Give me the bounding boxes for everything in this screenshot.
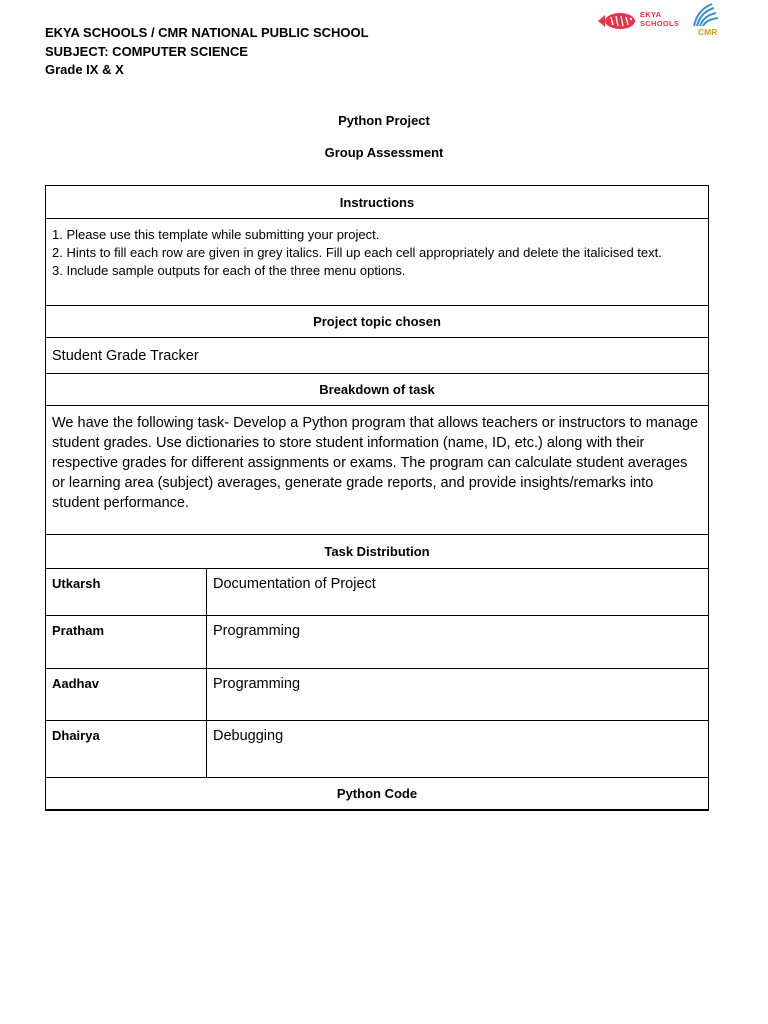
instructions-row xyxy=(46,219,709,306)
document-title: Python Project xyxy=(338,113,430,128)
task-distribution-heading: Task Distribution xyxy=(46,535,709,569)
breakdown-cell[interactable]: We have the following task- Develop a Python program that allows teachers or instructors to manage student grades. Use dictionaries to store student information (name, ID, etc.) along with their respective grades for different assignments or exams. The program can calculate student averages or learning area (subject) averages, generate grade reports, and provide insights/remarks into student performance. xyxy=(46,406,709,535)
member-name-cell[interactable]: Dhairya xyxy=(46,721,207,778)
ekya-logo xyxy=(596,8,678,34)
topic-row xyxy=(46,338,709,374)
instruction-item: 2. Hints to fill each row are given in grey italics. Fill up each cell appropriately and delete the italicised text. xyxy=(52,245,662,260)
ekya-logo-subtext: SCHOOLS xyxy=(640,19,680,28)
breakdown-row xyxy=(46,406,709,535)
instructions-heading: Instructions xyxy=(46,186,709,219)
breakdown-heading: Breakdown of task xyxy=(46,374,709,406)
grade-line: Grade IX & X xyxy=(45,62,124,77)
school-header xyxy=(45,24,369,80)
cmr-logo xyxy=(688,2,722,40)
task-row xyxy=(46,669,709,721)
instruction-item: 3. Include sample outputs for each of the three menu options. xyxy=(52,263,406,278)
instructions-cell[interactable] xyxy=(46,219,709,306)
document-subtitle: Group Assessment xyxy=(324,145,444,160)
member-task-cell[interactable]: Programming xyxy=(207,669,709,721)
member-name-cell[interactable]: Utkarsh xyxy=(46,569,207,616)
instructions-heading-row xyxy=(46,186,709,219)
member-task-cell[interactable]: Documentation of Project xyxy=(207,569,709,616)
member-name-cell[interactable]: Aadhav xyxy=(46,669,207,721)
breakdown-heading-row xyxy=(46,374,709,406)
member-task-cell[interactable]: Debugging xyxy=(207,721,709,778)
topic-heading-row xyxy=(46,306,709,338)
cmr-logo-text: CMR xyxy=(698,27,718,37)
project-form-table xyxy=(45,185,709,811)
topic-heading: Project topic chosen xyxy=(46,306,709,338)
task-row xyxy=(46,569,709,616)
topic-cell[interactable]: Student Grade Tracker xyxy=(46,338,709,374)
task-heading-row xyxy=(46,535,709,569)
ekya-logo-text: EKYA xyxy=(640,10,662,19)
python-code-heading: Python Code xyxy=(46,778,709,810)
school-name: EKYA SCHOOLS / CMR NATIONAL PUBLIC SCHOOL xyxy=(45,25,369,40)
task-row xyxy=(46,721,709,778)
member-task-cell[interactable]: Programming xyxy=(207,616,709,669)
member-name-cell[interactable]: Pratham xyxy=(46,616,207,669)
instruction-item: 1. Please use this template while submitting your project. xyxy=(52,227,380,242)
subject-line: SUBJECT: COMPUTER SCIENCE xyxy=(45,43,248,59)
task-row xyxy=(46,616,709,669)
cmr-swirl-icon xyxy=(688,2,722,28)
ekya-fish-icon xyxy=(596,8,638,34)
code-heading-row xyxy=(46,778,709,810)
